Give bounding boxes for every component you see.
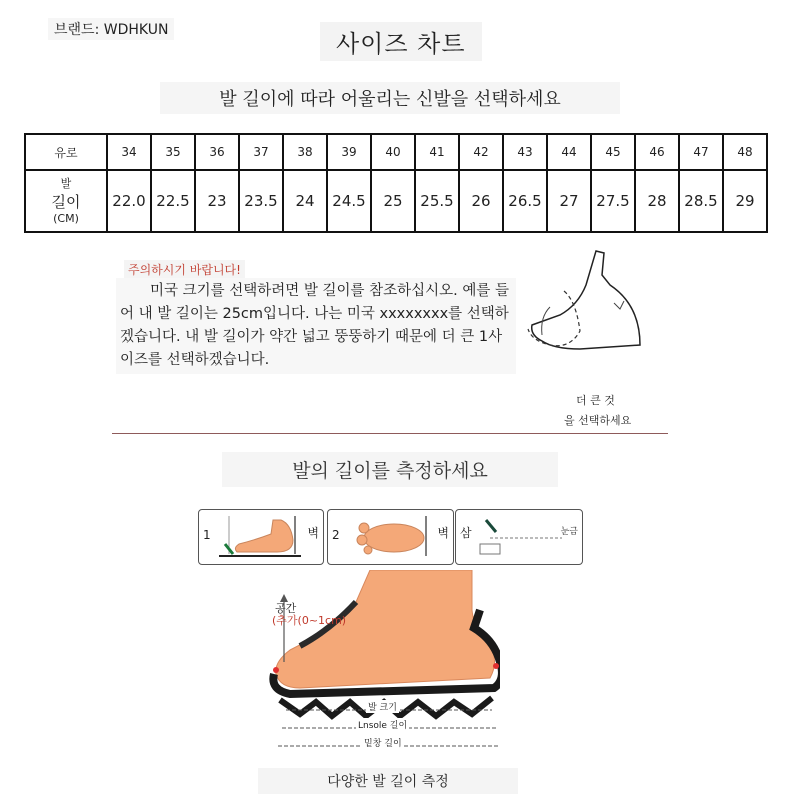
notice-body: 미국 크기를 선택하려면 발 길이를 참조하십시오. 예를 들어 내 발 길이는 25cm입니다. 나는 미국 xxxxxxxx를 선택하겠습니다. 내 발 길이가 약간 넓고 뚱뚱하기 때문에 더 큰 1사이즈를 선택하겠습니다. (116, 278, 516, 374)
euro-size-cell: 41 (415, 134, 459, 170)
step-1-panel (198, 509, 324, 565)
bigger-size-label-line2: 을 선택하세요 (564, 414, 632, 427)
foot-side-icon (215, 514, 305, 560)
euro-size-cell: 40 (371, 134, 415, 170)
section-divider (112, 433, 668, 434)
euro-size-cell: 46 (635, 134, 679, 170)
foot-length-cell: 29 (723, 170, 767, 232)
euro-size-cell: 36 (195, 134, 239, 170)
measure-title: 발의 길이를 측정하세요 (222, 452, 558, 487)
foot-length-cell: 26.5 (503, 170, 547, 232)
foot-length-cell: 28.5 (679, 170, 723, 232)
foot-length-cell: 26 (459, 170, 503, 232)
foot-length-cell: 27.5 (591, 170, 635, 232)
foot-length-cell: 25 (371, 170, 415, 232)
step-2-panel (327, 509, 454, 565)
euro-size-cell: 35 (151, 134, 195, 170)
insole-length-label: Lnsole 길이 (356, 718, 409, 731)
brand-label: 브랜드: WDHKUN (48, 18, 174, 40)
euro-size-cell: 48 (723, 134, 767, 170)
page-subtitle: 발 길이에 따라 어울리는 신발을 선택하세요 (160, 82, 620, 114)
diagram-caption: 다양한 발 길이 측정 (258, 768, 518, 794)
bigger-size-label-line1: 더 큰 것 (576, 394, 615, 407)
foot-length-header-line3: (CM) (53, 211, 79, 225)
foot-length-cell: 27 (547, 170, 591, 232)
euro-size-cell: 38 (283, 134, 327, 170)
space-range-label: (추가(0~1cm) (272, 614, 347, 627)
space-label: 공간 (275, 602, 297, 615)
shoe-measurement-diagram (260, 570, 500, 760)
euro-size-cell: 42 (459, 134, 503, 170)
ruler-measure-icon (476, 514, 566, 560)
euro-size-cell: 37 (239, 134, 283, 170)
foot-length-cell: 23 (195, 170, 239, 232)
euro-size-cell: 43 (503, 134, 547, 170)
outsole-length-label: 밑창 길이 (362, 736, 404, 749)
foot-length-cell: 22.0 (107, 170, 151, 232)
euro-size-row (25, 134, 767, 170)
euro-size-header: 유로 (25, 134, 107, 170)
step-2-wall-label: 벽 (437, 526, 449, 540)
euro-size-cell: 34 (107, 134, 151, 170)
euro-size-cell: 45 (591, 134, 635, 170)
step-3-ruler-label: 눈금 (560, 527, 578, 537)
euro-size-cell: 39 (327, 134, 371, 170)
step-3-number: 삼 (460, 526, 472, 540)
foot-length-header-line2: 길이 (51, 192, 81, 211)
step-3-panel (455, 509, 583, 565)
foot-length-cell: 24.5 (327, 170, 371, 232)
notice-title: 주의하시기 바랍니다! (124, 260, 245, 279)
foot-length-cell: 22.5 (151, 170, 195, 232)
step-2-number: 2 (332, 528, 340, 542)
foot-length-header-line1: 발 (60, 176, 72, 190)
foot-in-shoe-illustration (520, 245, 650, 395)
size-chart-table (24, 133, 768, 233)
foot-length-header (25, 170, 107, 232)
foot-top-icon (344, 514, 434, 560)
foot-length-cell: 25.5 (415, 170, 459, 232)
foot-length-row (25, 170, 767, 232)
euro-size-cell: 47 (679, 134, 723, 170)
euro-size-cell: 44 (547, 134, 591, 170)
step-1-wall-label: 벽 (307, 526, 319, 540)
foot-length-cell: 28 (635, 170, 679, 232)
page-title: 사이즈 차트 (320, 22, 482, 61)
foot-size-label: 발 크기 (366, 700, 399, 713)
step-1-number: 1 (203, 528, 211, 542)
foot-length-cell: 24 (283, 170, 327, 232)
foot-length-cell: 23.5 (239, 170, 283, 232)
